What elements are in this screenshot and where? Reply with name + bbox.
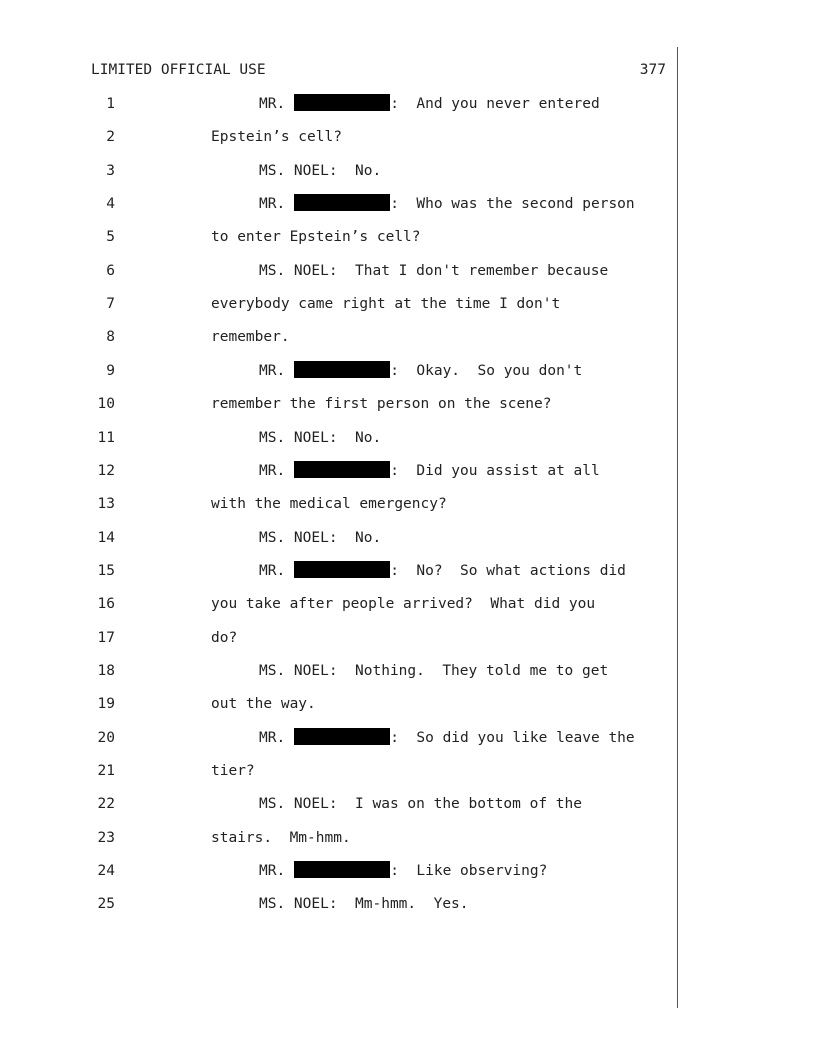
line-number: 20: [97, 729, 115, 746]
page-number: 377: [639, 62, 666, 78]
line-content: MS. NOEL: Mm-hmm. Yes.: [259, 896, 469, 913]
line-content: : Like observing?: [390, 863, 548, 880]
redaction-box: [294, 861, 390, 878]
line-text: [259, 428, 381, 448]
redaction-box: [294, 194, 390, 211]
line-content: everybody came right at the time I don't: [211, 296, 561, 313]
line-content: you take after people arrived? What did you: [211, 596, 596, 613]
transcript-line: [0, 894, 676, 914]
line-content: with the medical emergency?: [211, 496, 447, 513]
line-content: MS. NOEL: No.: [259, 529, 382, 546]
line-text: [259, 161, 381, 181]
line-text: [211, 628, 237, 648]
line-text: [259, 461, 600, 481]
speaker-label: MR.: [259, 729, 286, 746]
line-text: [259, 194, 635, 214]
speaker-label: MR.: [259, 96, 286, 112]
line-number: 25: [97, 896, 115, 913]
line-content: MS. NOEL: No.: [259, 162, 382, 179]
line-number: 8: [106, 329, 115, 346]
line-number: 22: [97, 796, 115, 813]
redaction-box: [294, 728, 390, 745]
transcript-line: [0, 261, 676, 281]
redaction-box: [294, 461, 390, 478]
line-content: : And you never entered: [390, 96, 600, 112]
line-text: [211, 761, 255, 781]
line-text: [211, 127, 342, 147]
classification-header: LIMITED OFFICIAL USE: [91, 62, 266, 78]
line-number: 3: [106, 162, 115, 179]
line-content: : So did you like leave the: [390, 729, 635, 746]
line-text: [211, 594, 595, 614]
transcript-line: [0, 327, 676, 347]
transcript-line: [0, 794, 676, 814]
line-number: 23: [97, 829, 115, 846]
transcript-line: [0, 628, 676, 648]
line-number: 11: [97, 429, 115, 446]
speaker-label: MR.: [259, 863, 286, 880]
line-text: [211, 394, 551, 414]
transcript-line: [0, 94, 676, 114]
line-text: [211, 694, 316, 714]
line-text: [259, 561, 626, 581]
transcript-line: [0, 528, 676, 548]
speaker-label: MR.: [259, 196, 286, 213]
line-content: to enter Epstein’s cell?: [211, 229, 421, 246]
line-content: Epstein’s cell?: [211, 129, 342, 146]
line-text: [259, 94, 600, 114]
line-text: [211, 294, 560, 314]
line-text: [211, 494, 447, 514]
transcript-line: [0, 861, 676, 881]
line-text: [259, 528, 381, 548]
redaction-box: [294, 94, 390, 111]
line-content: do?: [211, 629, 238, 646]
line-content: remember the first person on the scene?: [211, 396, 552, 413]
line-text: [259, 361, 582, 381]
line-number: 21: [97, 763, 115, 779]
line-number: 9: [106, 362, 115, 379]
line-content: MS. NOEL: No.: [259, 429, 382, 446]
transcript-line: [0, 394, 676, 414]
transcript-line: [0, 194, 676, 214]
transcript-line: [0, 728, 676, 748]
line-number: 6: [106, 262, 115, 279]
speaker-label: MR.: [259, 462, 286, 479]
line-content: out the way.: [211, 696, 316, 713]
line-number: 15: [97, 562, 115, 579]
line-number: 4: [106, 196, 115, 213]
line-number: 13: [97, 496, 115, 513]
transcript-line: [0, 661, 676, 681]
line-text: [211, 327, 290, 347]
transcript-line: [0, 428, 676, 448]
line-content: MS. NOEL: Nothing. They told me to get: [259, 662, 609, 679]
line-text: [259, 794, 582, 814]
line-text: [259, 261, 608, 281]
transcript-line: [0, 127, 676, 147]
transcript-line: [0, 161, 676, 181]
line-text: [211, 227, 421, 247]
line-text: [259, 861, 547, 881]
transcript-line: [0, 361, 676, 381]
line-number: 24: [97, 863, 115, 880]
line-text: [259, 661, 608, 681]
transcript-line: [0, 694, 676, 714]
speaker-label: MR.: [259, 362, 286, 379]
line-text: [211, 828, 351, 848]
line-content: : Who was the second person: [390, 196, 635, 213]
redaction-box: [294, 361, 390, 378]
line-content: tier?: [211, 763, 255, 779]
transcript-line: [0, 494, 676, 514]
line-content: MS. NOEL: That I don't remember because: [259, 262, 609, 279]
line-number: 19: [97, 696, 115, 713]
transcript-line: [0, 561, 676, 581]
line-number: 7: [106, 296, 115, 313]
line-number: 17: [97, 629, 115, 646]
transcript-line: [0, 761, 676, 781]
line-content: : Okay. So you don't: [390, 362, 583, 379]
redaction-box: [294, 561, 390, 578]
line-number: 1: [106, 96, 115, 112]
line-number: 16: [97, 596, 115, 613]
line-content: stairs. Mm-hmm.: [211, 829, 351, 846]
line-text: [259, 728, 635, 748]
transcript-line: [0, 227, 676, 247]
line-number: 12: [97, 462, 115, 479]
line-content: MS. NOEL: I was on the bottom of the: [259, 796, 583, 813]
line-number: 10: [97, 396, 115, 413]
right-margin-rule: [677, 47, 678, 1008]
transcript-line: [0, 461, 676, 481]
line-text: [259, 894, 469, 914]
line-content: remember.: [211, 329, 290, 346]
line-number: 5: [106, 229, 115, 246]
line-content: : No? So what actions did: [390, 562, 626, 579]
transcript-line: [0, 294, 676, 314]
line-number: 18: [97, 662, 115, 679]
line-content: : Did you assist at all: [390, 462, 600, 479]
speaker-label: MR.: [259, 562, 286, 579]
line-number: 2: [106, 129, 115, 146]
line-number: 14: [97, 529, 115, 546]
transcript-line: [0, 828, 676, 848]
transcript-line: [0, 594, 676, 614]
